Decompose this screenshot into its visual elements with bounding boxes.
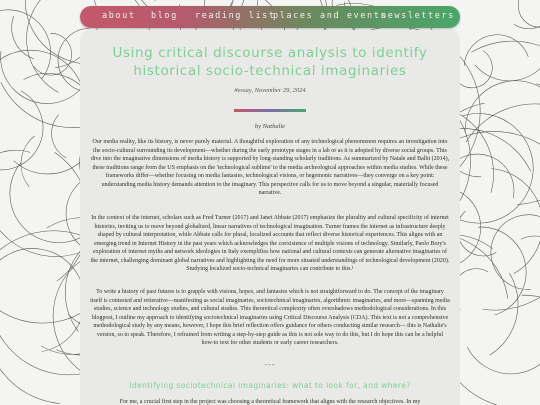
gradient-divider	[234, 109, 306, 112]
post-title: Using critical discourse analysis to identify historical socio-technical imaginaries	[112, 45, 428, 79]
nav-reading-list-link[interactable]: reading list	[195, 11, 276, 21]
top-navigation	[80, 6, 460, 28]
article-panel	[80, 30, 460, 405]
section-heading: Identifying sociotechnical imaginaries: what to look for, and where?	[129, 381, 411, 390]
paragraph-2: In the context of the internet, scholars such as Fred Turner (2017) and Janet Abbate (2017) emphasize the plurality and cultural specificity of internet histories, inviting us to move beyond globalized, linear narratives of technological imagination. Turner frames the internet as infrastructure deeply shaped by cultural interpretation, while Abbate calls for plural, localized accounts that reflect diverse historical experiences. This aligns with an emerging trend in Internet History in the past years which acknowledges the coexistence of multiple visions of technology. Similarly, Paolo Bory's exploration of internet myths and network ideologies in Italy exemplifies how national and cultural contexts can generate alternative imaginaries of the internet, challenging dominant global narratives and highlighting the need for more situated understandings of technological development (2020). Studying localized socio-technical imaginaries can contribute to this.¹	[90, 215, 450, 272]
paragraph-4: For me, a crucial first step in the project was choosing a theoretical framework that aligns with the research objectives. In my	[119, 399, 421, 405]
nav-places-events-link[interactable]: places and events	[273, 11, 388, 21]
section-separator: ---	[264, 360, 276, 369]
nav-blog-link[interactable]: blog	[151, 11, 178, 21]
paragraph-1: Our media reality, like its history, is never purely material. A thoughtful exploration of any technological phenomenon requires an investigation into the socio-cultural surrounding its development—whether during the early prototype stages in a lab or as it is adopted by diverse social groups. This dive into the imaginative dimensions of media history is supported by long-standing scholarly traditions. As summarized by Natale and Balbi (2014), these traditions range from the US emphasis on the 'technological sublime' to the media archeological approaches within media studies. While these frameworks differ—whether focusing on media fantasies, technological visions, or hegemonic narratives—they converge on a key point: understanding media history demands attention to the imaginary. This perspective calls for us to move beyond a singular, materially focused narrative.	[90, 139, 450, 196]
nav-newsletters-link[interactable]: newsletters	[381, 11, 455, 21]
post-meta: #essay, November 29, 2024	[234, 87, 306, 94]
nav-about-link[interactable]: about	[102, 11, 136, 21]
paragraph-3: To write a history of past futures is to grapple with visions, hopes, and fantasies which is not straightforward to do. The concept of the imaginary itself is contested and reiterative—manifesting as social imaginaries, sociotechnical imaginaries, algorithmic imaginaries, and more—spanning media studies, science and technology studies, and cultural studies. This theoretical complexity often overshadows methodological considerations. In this blogpost, I outline my approach to identifying sociotechnical imaginaries using Critical Discourse Analysis (CDA). This text is not a comprehensive methodological study by any means, however, I hope this brief reflection offers guidance for others conducting similar research— this is Nathalie's version, so to speak. Therefore, I refrained from writing a step-by-step guide as this is not sole way to do this, but I do hope this can be a helpful how-to text for other students or early career researchers.	[90, 289, 450, 346]
post-byline: by Nathalie	[254, 123, 286, 130]
